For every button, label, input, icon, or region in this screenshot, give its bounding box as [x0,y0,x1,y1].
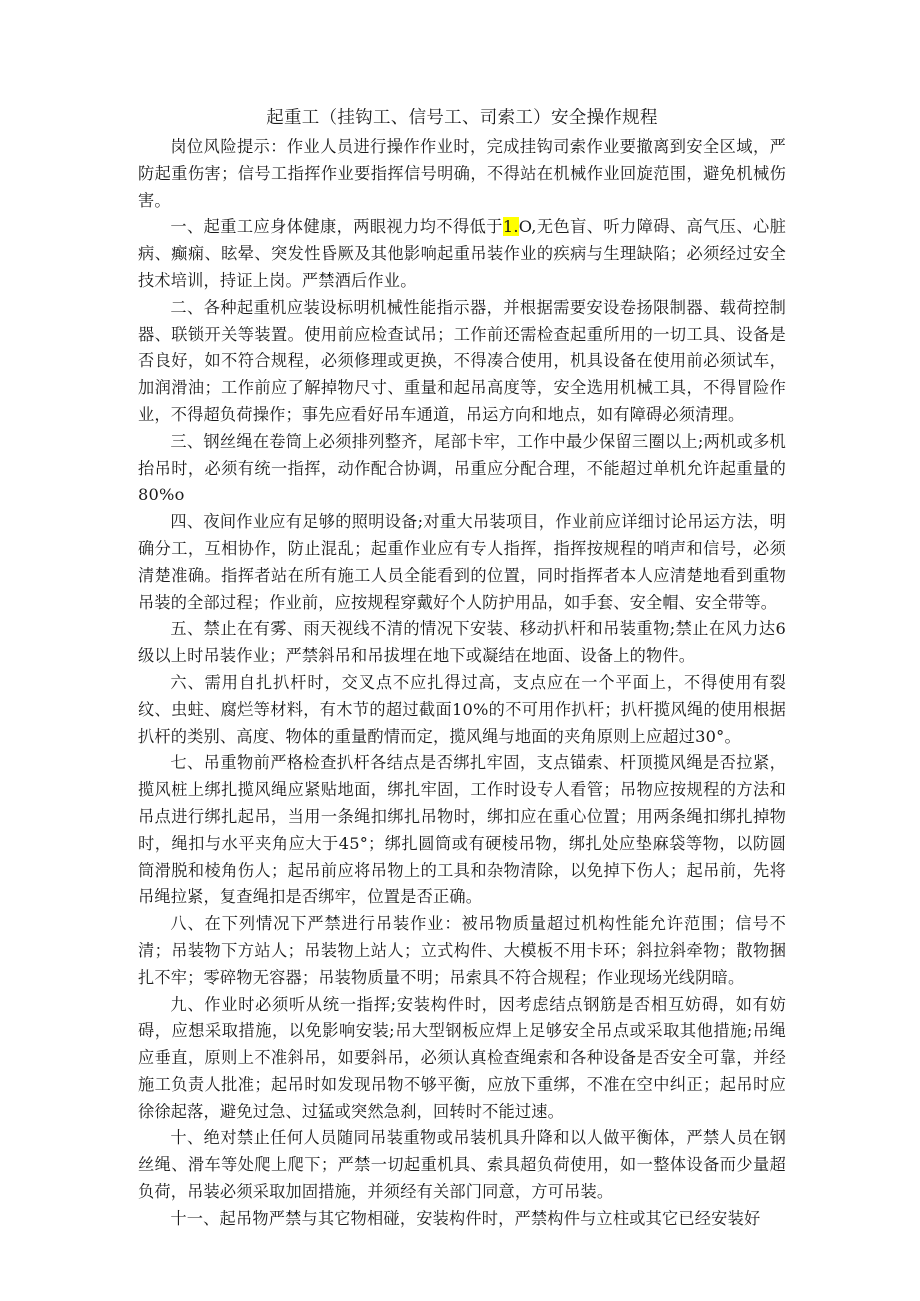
rule-item-9: 九、作业时必须听从统一指挥;安装构件时，因考虑结点钢筋是否相互妨碍，如有妨碍，应想采取措施，以免影响安装;吊大型钢板应焊上足够安全吊点或采取其他措施;吊绳应垂直，原则上不准斜吊，如要斜吊，必须认真检查绳索和各种设备是否安全可靠，并经施工负责人批准；起吊时如发现吊物不够平衡，应放下重绑，不准在空中纠正；起吊时应徐徐起落，避免过急、过猛或突然急刹，回转时不能过速。 [138,994,786,1121]
rule-item-10: 十、绝对禁止任何人员随同吊装重物或吊装机具升降和以人做平衡体，严禁人员在钢丝绳、滑车等处爬上爬下；严禁一切起重机具、索具超负荷使用，如一整体设备而少量超负荷，吊装必须采取加固措施，并须经有关部门同意，方可吊装。 [138,1128,786,1202]
rule-item-1 [138,214,786,294]
rule-item-7: 七、吊重物前严格检查扒杆各结点是否绑扎牢固，支点锚索、杆顶揽风绳是否拉紧，揽风桩上绑扎揽风绳应紧贴地面，绑扎牢固，工作时设专人看管；吊物应按规程的方法和吊点进行绑扎起吊，当用一条绳扣绑扎吊物时，绑扣应在重心位置；用两条绳扣绑扎掉物时，绳扣与水平夹角应大于45°；绑扎圆筒或有硬棱吊物，绑扎处应垫麻袋等物，以防圆筒滑脱和棱角伤人；起吊前应将吊物上的工具和杂物清除，以免掉下伤人；起吊前，先将吊绳拉紧，复查绳扣是否绑牢，位置是否正确。 [138,753,786,907]
rule-item-5: 五、禁止在有雾、雨天视线不清的情况下安装、移动扒杆和吊装重物;禁止在风力达6级以上时吊装作业；严禁斜吊和吊拔埋在地下或凝结在地面、设备上的物件。 [138,619,786,666]
rule-item-6: 六、需用自扎扒杆时，交叉点不应扎得过高，支点应在一个平面上，不得使用有裂纹、虫蛀、腐烂等材料，有木节的超过截面10%的不可用作扒杆；扒杆揽风绳的使用根据扒杆的类别、高度、物体的重量酌情而定，揽风绳与地面的夹角原则上应超过30°。 [138,672,786,746]
rule-item-1-text-before: 一、起重工应身体健康，两眼视力均不得低于 [170,217,503,237]
risk-notice-paragraph: 岗位风险提示：作业人员进行操作作业时，完成挂钩司索作业要撤离到安全区域，严防起重伤害；信号工指挥作业要指挥信号明确，不得站在机械作业回旋范围，避免机械伤害。 [138,137,786,210]
rule-item-4: 四、夜间作业应有足够的照明设备;对重大吊装项目，作业前应详细讨论吊运方法，明确分工，互相协作，防止混乱；起重作业应有专人指挥，指挥按规程的哨声和信号，必须清楚准确。指挥者站在所有施工人员全能看到的位置，同时指挥者本人应清楚地看到重物吊装的全部过程；作业前，应按规程穿戴好个人防护用品，如手套、安全帽、安全带等。 [138,512,786,612]
rule-item-8: 八、在下列情况下严禁进行吊装作业：被吊物质量超过机构性能允许范围；信号不清；吊装物下方站人；吊装物上站人；立式构件、大模板不用卡环；斜拉斜牵物；散物捆扎不牢；零碎物无容器；吊装物质量不明；吊索具不符合规程；作业现场光线阴暗。 [138,914,786,987]
rule-item-3: 三、钢丝绳在卷筒上必须排列整齐，尾部卡牢，工作中最少保留三圈以上;两机或多机抬吊时，必须有统一指挥，动作配合协调，吊重应分配合理，不能超过单机允许起重量的80%o [138,431,786,505]
rule-item-11: 十一、起吊物严禁与其它物相碰，安装构件时，严禁构件与立柱或其它已经安装好 [170,1208,761,1228]
document-page [138,104,786,1233]
document-title: 起重工（挂钩工、信号工、司索工）安全操作规程 [266,108,658,128]
rule-item-1-text-after: O,无色盲、听力障碍、高气压、心脏病、癫痫、眩晕、突发性昏厥及其他影响起重吊装作业的疾病与生理缺陷；必须经过安全技术培训，持证上岗。严禁酒后作业。 [138,217,786,290]
rule-item-2: 二、各种起重机应装设标明机械性能指示器，并根据需要安设卷扬限制器、载荷控制器、联锁开关等装置。使用前应检查试吊；工作前还需检查起重所用的一切工具、设备是否良好，如不符合规程，必须修理或更换，不得凑合使用，机具设备在使用前必须试车，加润滑油；工作前应了解掉物尺寸、重量和起吊高度等，安全选用机械工具，不得冒险作业，不得超负荷操作；事先应看好吊车通道，吊运方向和地点，如有障碍必须清理。 [138,297,786,424]
highlighted-text: 1. [502,217,519,237]
